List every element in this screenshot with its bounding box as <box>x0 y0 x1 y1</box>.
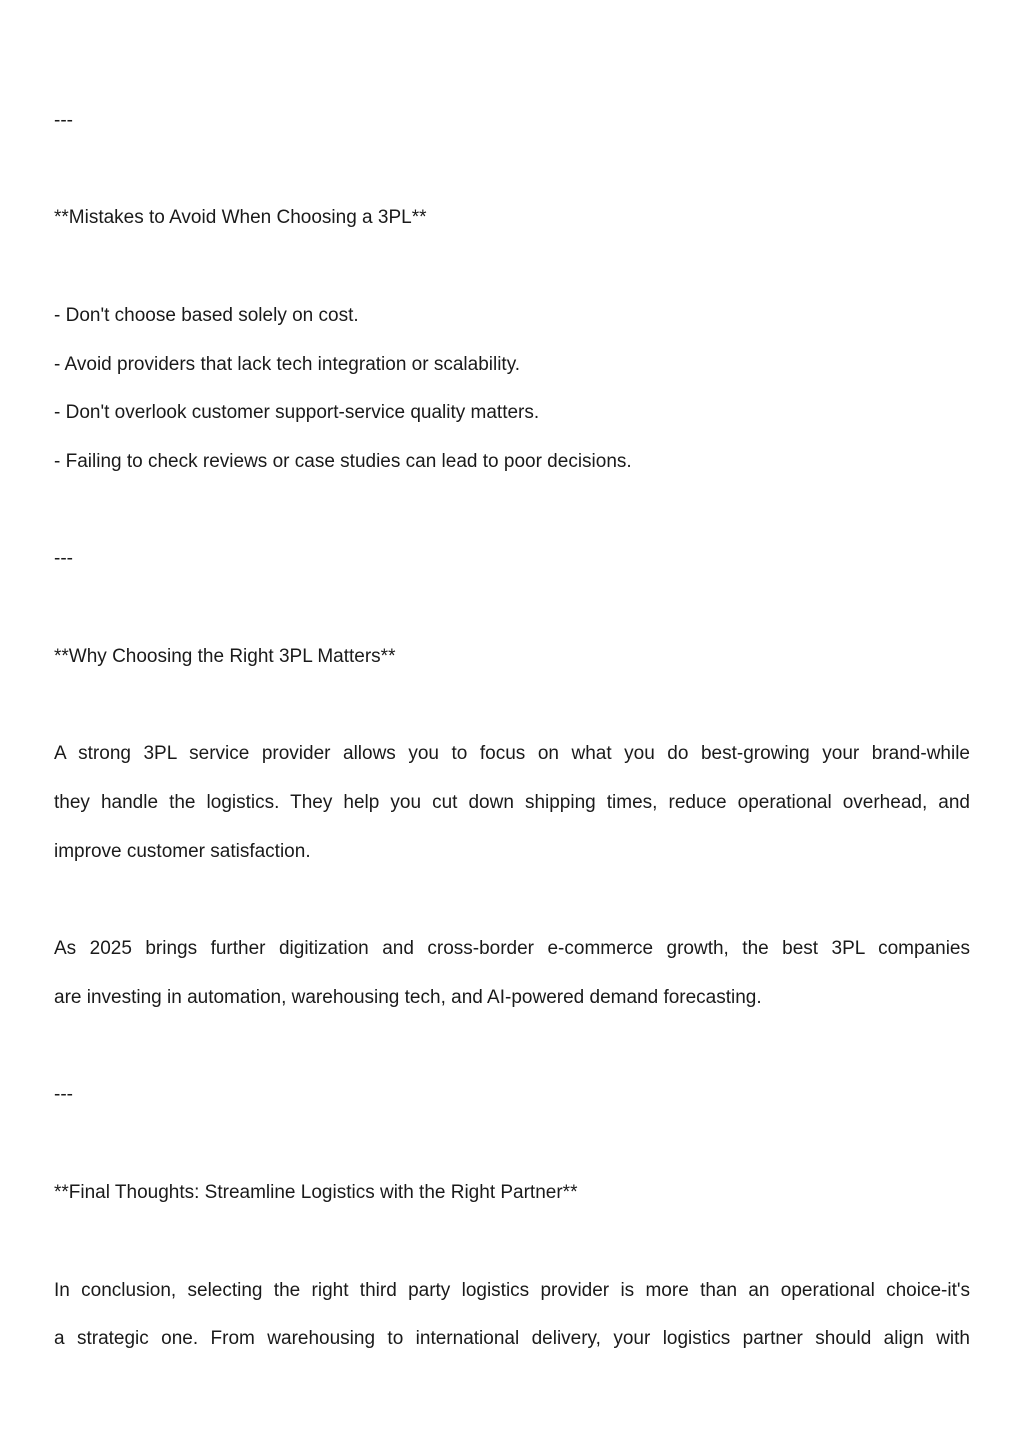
separator: --- <box>54 1084 73 1105</box>
paragraph-line: improve customer satisfaction. <box>54 841 311 862</box>
paragraph-line: they handle the logistics. They help you cut down shipping times, reduce operational overhead, and <box>54 792 970 813</box>
section-heading-why: **Why Choosing the Right 3PL Matters** <box>54 646 396 667</box>
paragraph-line: As 2025 brings further digitization and cross-border e-commerce growth, the best 3PL companies <box>54 938 970 959</box>
list-item: - Avoid providers that lack tech integration or scalability. <box>54 354 521 375</box>
paragraph-line: In conclusion, selecting the right third party logistics provider is more than an operational choice-it's <box>54 1280 970 1301</box>
separator: --- <box>54 548 73 569</box>
section-heading-mistakes: **Mistakes to Avoid When Choosing a 3PL** <box>54 207 427 228</box>
list-item: - Don't overlook customer support-service quality matters. <box>54 402 540 423</box>
list-item: - Failing to check reviews or case studies can lead to poor decisions. <box>54 451 632 472</box>
paragraph-line: A strong 3PL service provider allows you to focus on what you do best-growing your brand-while <box>54 743 970 764</box>
separator: --- <box>54 110 73 131</box>
list-item: - Don't choose based solely on cost. <box>54 305 359 326</box>
paragraph-line: a strategic one. From warehousing to international delivery, your logistics partner should align with <box>54 1328 970 1349</box>
section-heading-final: **Final Thoughts: Streamline Logistics with the Right Partner** <box>54 1182 578 1203</box>
paragraph-line: are investing in automation, warehousing tech, and AI-powered demand forecasting. <box>54 987 762 1008</box>
